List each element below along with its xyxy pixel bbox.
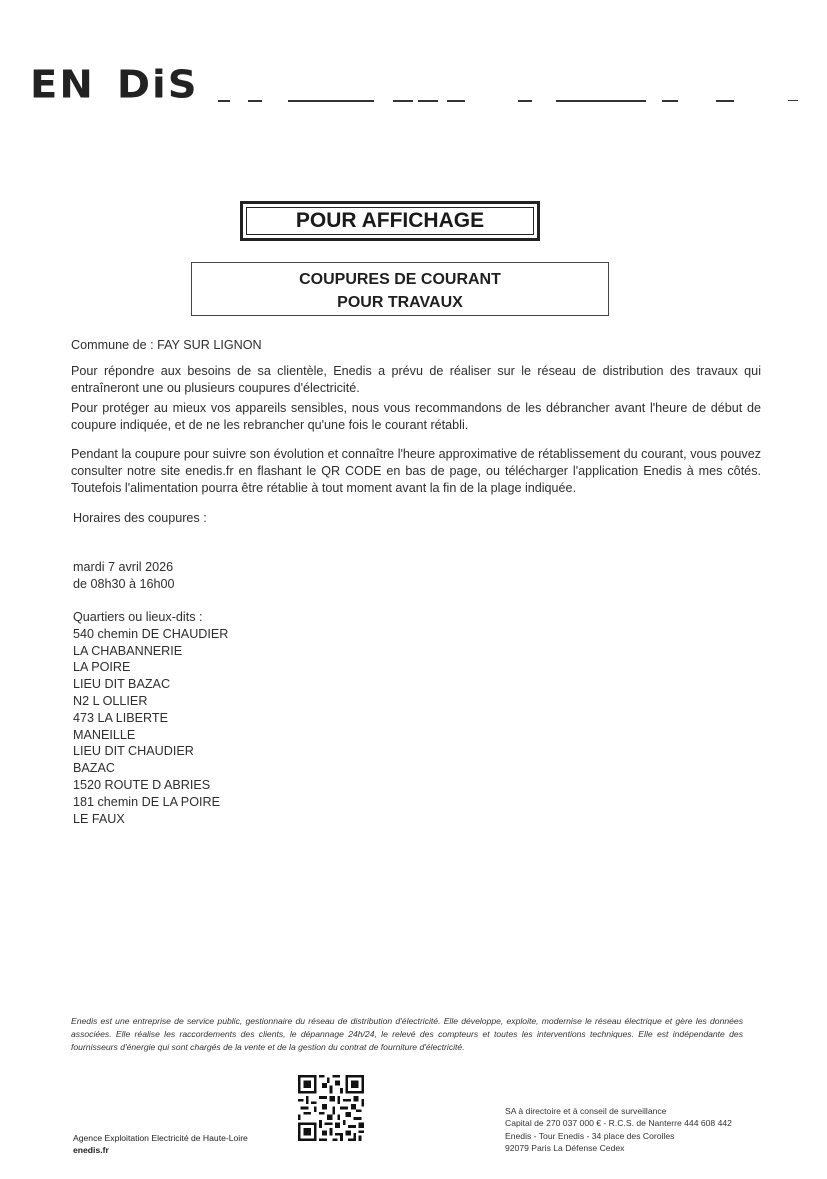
places-label: Quartiers ou lieux-dits : xyxy=(73,610,203,624)
legal-line: Enedis - Tour Enedis - 34 place des Corolles xyxy=(505,1130,675,1141)
places-list xyxy=(73,609,228,827)
list-item: 181 chemin DE LA POIRE xyxy=(73,794,220,809)
list-item: 473 LA LIBERTE xyxy=(73,710,168,725)
list-item: LA CHABANNERIE xyxy=(73,643,183,658)
agency-site: enedis.fr xyxy=(73,1145,109,1155)
qr-code-icon[interactable] xyxy=(298,1075,364,1141)
list-item: LE FAUX xyxy=(73,811,125,826)
enedis-logo xyxy=(30,63,199,107)
agency-site-link[interactable] xyxy=(73,1144,248,1156)
agency-name: Agence Exploitation Electricité de Haute-Loire xyxy=(73,1133,248,1143)
paragraph-2: Pour protéger au mieux vos appareils sensibles, nous vous recommandons de les débrancher avant l'heure de début de coupure indiquée, et de ne les rebrancher qu'une fois le courant rétabli. xyxy=(71,401,761,432)
agency-block xyxy=(73,1132,248,1156)
list-item: N2 L OLLIER xyxy=(73,693,148,708)
commune: Commune de : FAY SUR LIGNON xyxy=(71,338,262,352)
list-item: LA POIRE xyxy=(73,660,131,675)
legal-line: 92079 Paris La Défense Cedex xyxy=(505,1142,625,1153)
logo-part-2: DiS xyxy=(116,63,199,107)
legal-line: SA à directoire et à conseil de surveillance xyxy=(505,1106,667,1116)
footer-disclaimer: Enedis est une entreprise de service public, gestionnaire du réseau de distribution d'électricité. Elle développe, exploite, modernise le réseau électrique et gère les données associées. Elle réalise les raccordements des clients, le dépannage 24h/24, le relevé des compteurs et toutes les interventions techniques. Elle est indépendante des fournisseurs d'énergie qui sont chargés de la vente et de la gestion du contrat de fourniture d'électricité. xyxy=(71,1016,743,1052)
schedule xyxy=(73,559,175,593)
subtitle-box xyxy=(191,262,609,316)
subtitle-line-1: COUPURES DE COURANT xyxy=(299,271,501,288)
subtitle-line-2: POUR TRAVAUX xyxy=(337,294,463,311)
logo-part-1: EN xyxy=(30,63,95,107)
schedule-hours: de 08h30 à 16h00 xyxy=(73,576,175,591)
list-item: 1520 ROUTE D ABRIES xyxy=(73,777,211,792)
page-title: POUR AFFICHAGE xyxy=(295,209,485,232)
schedule-date: mardi 7 avril 2026 xyxy=(73,560,174,574)
list-item: LIEU DIT BAZAC xyxy=(73,677,171,692)
list-item: BAZAC xyxy=(73,761,115,776)
list-item: MANEILLE xyxy=(73,727,136,742)
paragraph-3: Pendant la coupure pour suivre son évolution et connaître l'heure approximative de rétablissement du courant, vous pouvez consulter notre site enedis.fr en flashant le QR CODE en bas de page, ou télécharger l'application Enedis à mes côtés. Toutefois l'alimentation pourra être rétablie à tout moment avant la fin de la plage indiquée. xyxy=(71,447,761,495)
title-box xyxy=(240,201,540,241)
schedule-label: Horaires des coupures : xyxy=(73,511,207,525)
legal-block xyxy=(505,1105,732,1154)
list-item: LIEU DIT CHAUDIER xyxy=(73,744,194,759)
paragraph-1: Pour répondre aux besoins de sa clientèle, Enedis a prévu de réaliser sur le réseau de distribution des travaux qui entraîneront une ou plusieurs coupures d'électricité. xyxy=(71,364,761,395)
list-item: 540 chemin DE CHAUDIER xyxy=(73,626,229,641)
legal-line: Capital de 270 037 000 € - R.C.S. de Nanterre 444 608 442 xyxy=(505,1118,732,1129)
